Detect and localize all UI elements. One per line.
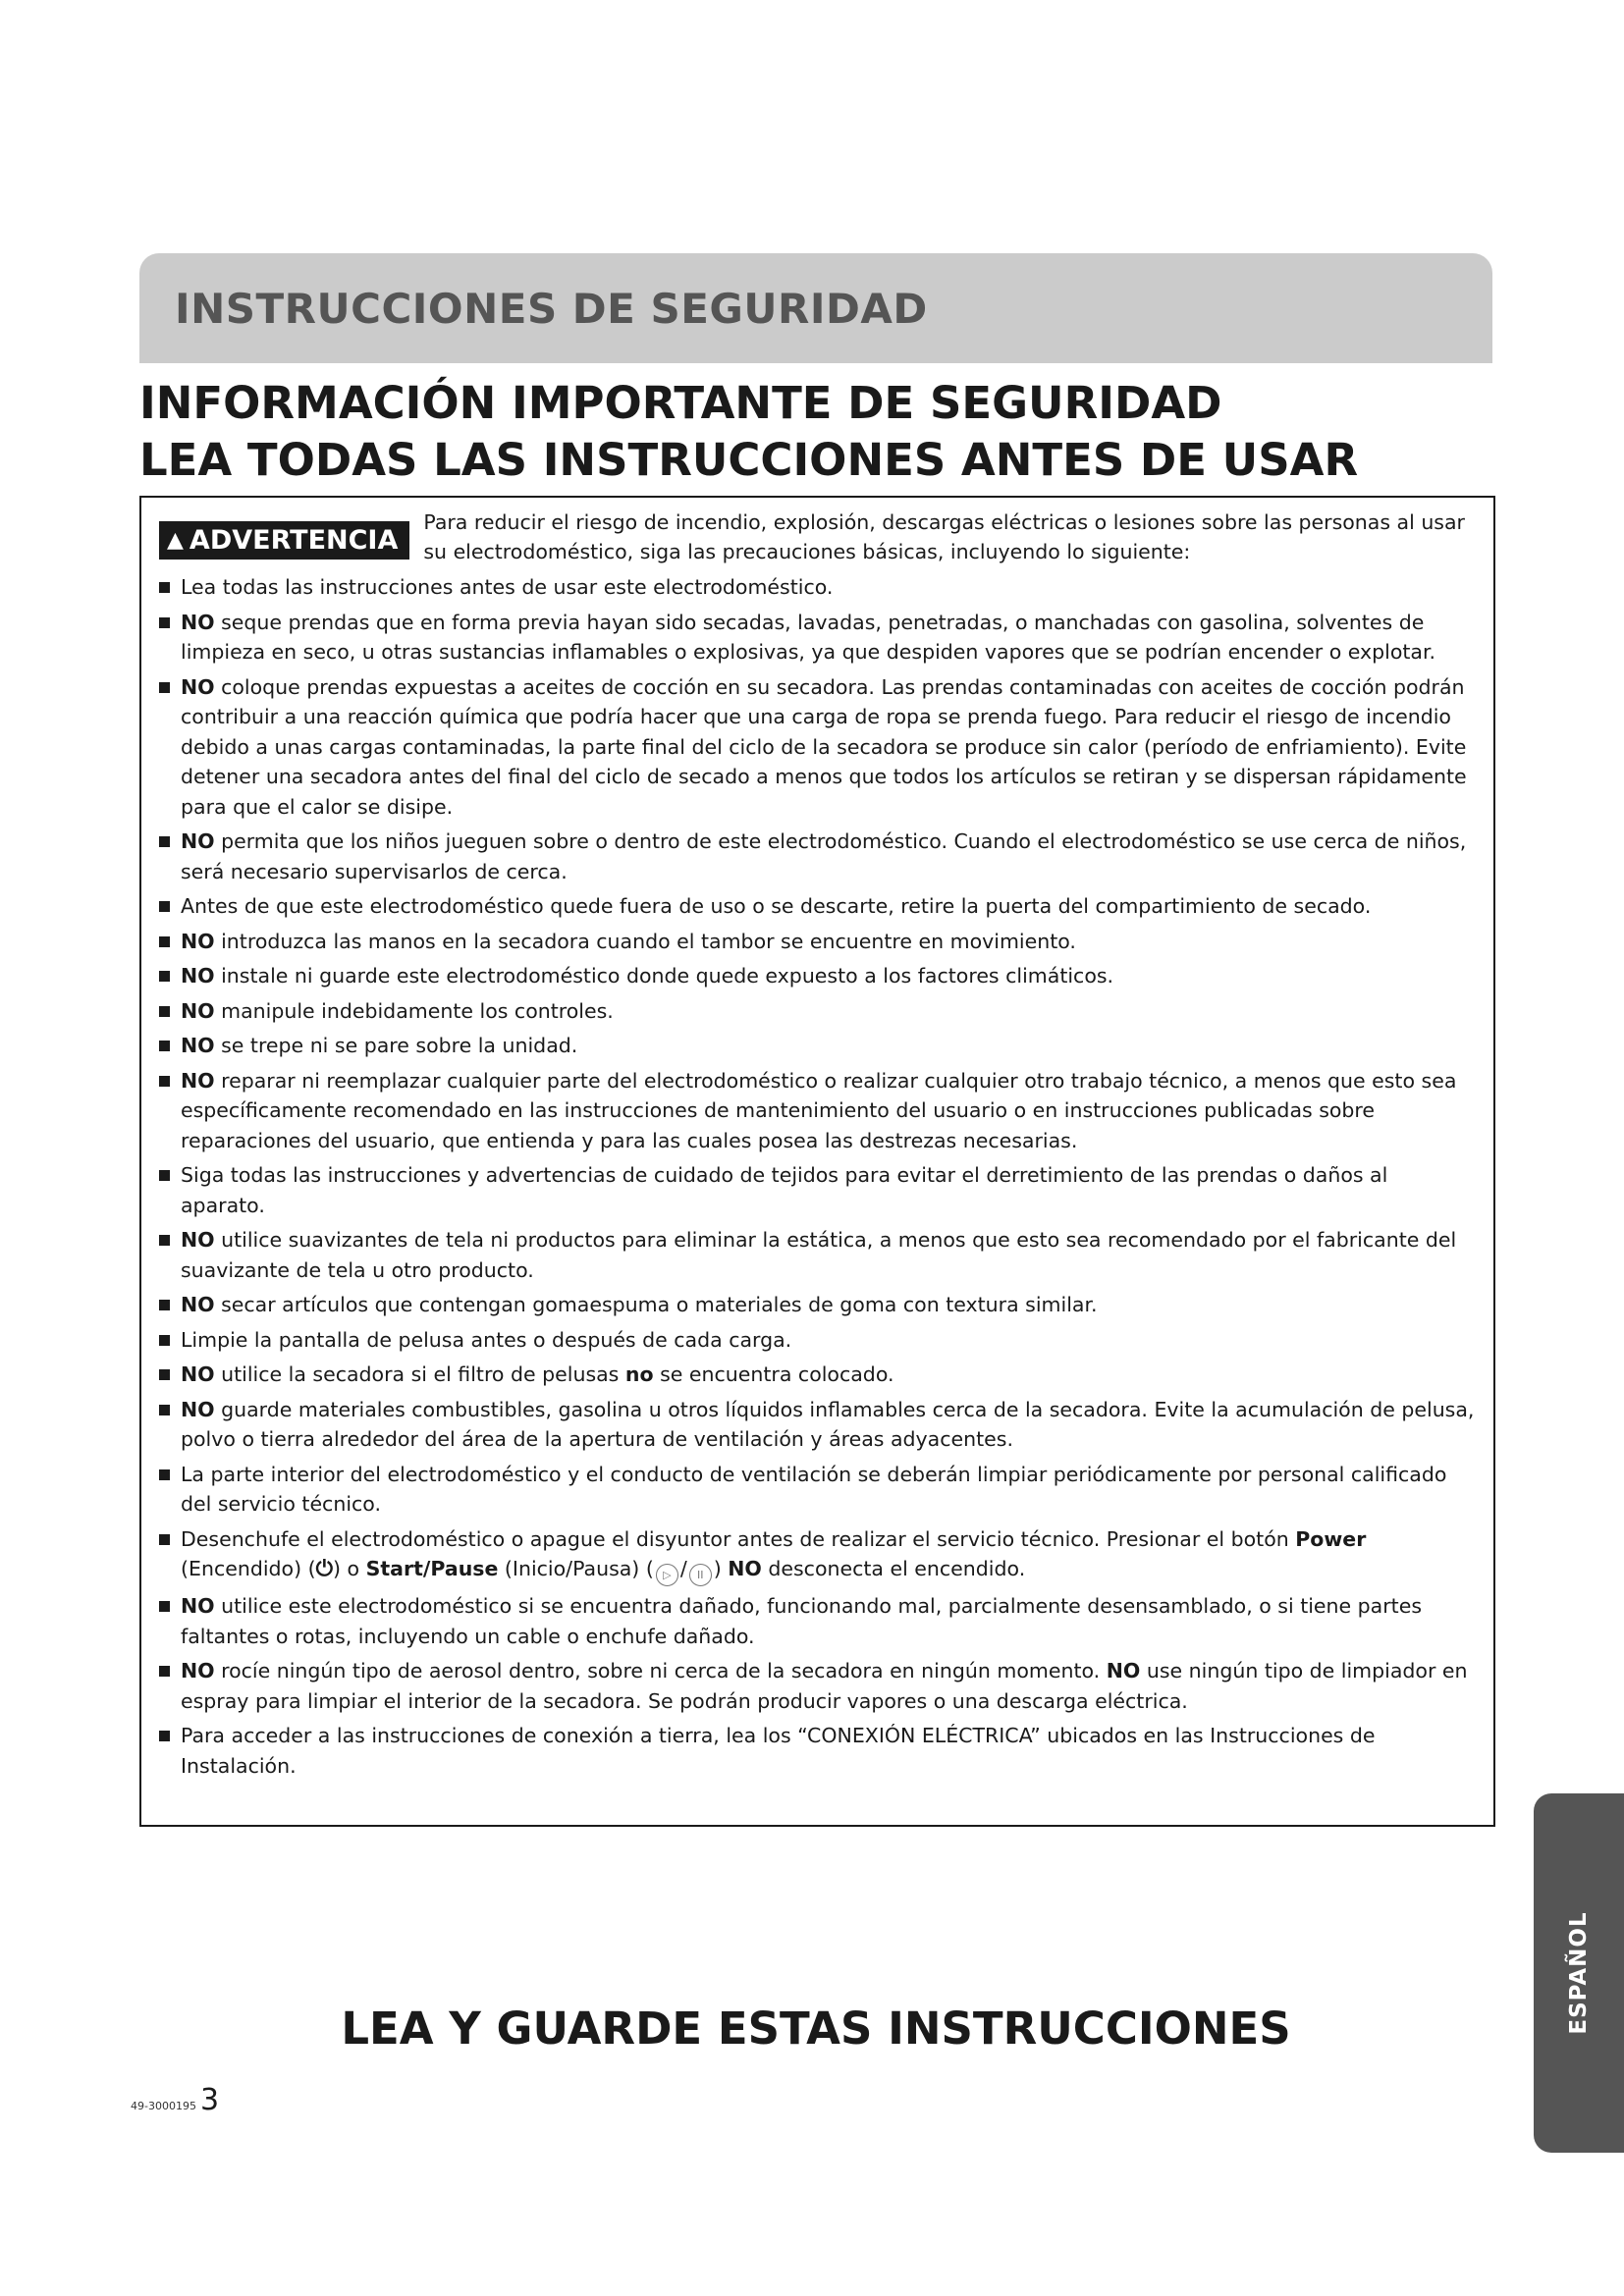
bullet-square-icon bbox=[159, 582, 170, 593]
section-header-bar bbox=[139, 253, 1492, 363]
bullet-square-icon bbox=[159, 936, 170, 947]
power-icon: ⏻ bbox=[315, 1557, 334, 1581]
bullet-square-icon bbox=[159, 1335, 170, 1346]
footer-title: LEA Y GUARDE ESTAS INSTRUCCIONES bbox=[341, 2002, 1291, 2055]
bullet-square-icon bbox=[159, 1405, 170, 1415]
page-title bbox=[139, 375, 1492, 489]
warning-label: ADVERTENCIA bbox=[189, 525, 399, 556]
bullet-square-icon bbox=[159, 1041, 170, 1051]
bullet-square-icon bbox=[159, 1235, 170, 1246]
list-item: NO rocíe ningún tipo de aerosol dentro, sobre ni cerca de la secadora en ningún momento. NO use ningún tipo de limpiador en espray para limpiar el interior de la secadora. Se podrán producir vapores o una descarga eléctrica. bbox=[159, 1656, 1478, 1716]
bullet-square-icon bbox=[159, 1534, 170, 1545]
list-item: NO introduzca las manos en la secadora cuando el tambor se encuentre en movimiento. bbox=[159, 927, 1478, 957]
list-item: Para acceder a las instrucciones de conexión a tierra, lea los “CONEXIÓN ELÉCTRICA” ubicados en las Instrucciones de Instalación. bbox=[159, 1721, 1478, 1781]
list-item: Antes de que este electrodoméstico quede fuera de uso o se descarte, retire la puerta del compartimiento de secado. bbox=[159, 891, 1478, 922]
bullet-square-icon bbox=[159, 1469, 170, 1480]
play-icon: ▷ bbox=[656, 1564, 678, 1586]
warning-triangle-icon: ▲ bbox=[167, 528, 184, 553]
language-side-tab bbox=[1534, 1793, 1624, 2153]
safety-list bbox=[159, 572, 1478, 1781]
warning-badge bbox=[159, 521, 409, 560]
list-item: NO coloque prendas expuestas a aceites de cocción en su secadora. Las prendas contaminadas con aceites de cocción podrán contribuir a una reacción química que podría hacer que una carga de ropa se prenda fuego. Para reducir el riesgo de incendio debido a unas cargas contaminadas, la parte final del ciclo de la secadora se produce sin calor (período de enfriamiento). Evite detener una secadora antes del final del ciclo de secado a menos que todos los artículos se retiran y se dispersan rápidamente para que el calor se disipe. bbox=[159, 672, 1478, 823]
bullet-square-icon bbox=[159, 1076, 170, 1087]
page-number: 3 bbox=[199, 2083, 220, 2117]
section-title: INSTRUCCIONES DE SEGURIDAD bbox=[175, 284, 928, 333]
page-title-line-1: INFORMACIÓN IMPORTANTE DE SEGURIDAD bbox=[139, 377, 1222, 429]
list-item: NO utilice suavizantes de tela ni productos para eliminar la estática, a menos que esto sea recomendado por el fabricante del suavizante de tela u otro producto. bbox=[159, 1225, 1478, 1285]
list-item: NO secar artículos que contengan gomaespuma o materiales de goma con textura similar. bbox=[159, 1290, 1478, 1320]
bullet-square-icon bbox=[159, 1369, 170, 1380]
page-footer bbox=[131, 2083, 219, 2117]
bullet-square-icon bbox=[159, 682, 170, 693]
warning-header bbox=[159, 507, 1478, 566]
list-item: Desenchufe el electrodoméstico o apague el disyuntor antes de realizar el servicio técnico. Presionar el botón Power (Encendido) (⏻) o Start/Pause (Inicio/Pausa) ( ▷ / II ) NO desconecta el encendido. bbox=[159, 1524, 1478, 1587]
bullet-square-icon bbox=[159, 1300, 170, 1310]
bullet-square-icon bbox=[159, 901, 170, 912]
list-item: NO se trepe ni se pare sobre la unidad. bbox=[159, 1031, 1478, 1061]
list-item: La parte interior del electrodoméstico y el conducto de ventilación se deberán limpiar periódicamente por personal calificado del servicio técnico. bbox=[159, 1460, 1478, 1520]
bullet-square-icon bbox=[159, 1731, 170, 1741]
list-item: NO utilice este electrodoméstico si se encuentra dañado, funcionando mal, parcialmente desensamblado, o si tiene partes faltantes o rotas, incluyendo un cable o enchufe dañado. bbox=[159, 1591, 1478, 1651]
list-item: Lea todas las instrucciones antes de usar este electrodoméstico. bbox=[159, 572, 1478, 603]
list-item: NO instale ni guarde este electrodoméstico donde quede expuesto a los factores climáticos. bbox=[159, 961, 1478, 991]
list-item: NO utilice la secadora si el filtro de pelusas no se encuentra colocado. bbox=[159, 1360, 1478, 1390]
bullet-square-icon bbox=[159, 617, 170, 628]
list-item: NO guarde materiales combustibles, gasolina u otros líquidos inflamables cerca de la secadora. Evite la acumulación de pelusa, polvo o tierra alrededor del área de la apertura de ventilación y áreas adyacentes. bbox=[159, 1395, 1478, 1455]
bullet-square-icon bbox=[159, 1601, 170, 1612]
bullet-square-icon bbox=[159, 1006, 170, 1017]
bullet-square-icon bbox=[159, 971, 170, 982]
language-label: ESPAÑOL bbox=[1566, 1911, 1592, 2035]
document-number: 49-3000195 bbox=[131, 2100, 196, 2112]
warning-intro: Para reducir el riesgo de incendio, explosión, descargas eléctricas o lesiones sobre las personas al usar su electrodoméstico, siga las precauciones básicas, incluyendo lo siguiente: bbox=[423, 510, 1465, 563]
list-item: NO manipule indebidamente los controles. bbox=[159, 996, 1478, 1027]
warning-box bbox=[139, 496, 1495, 1827]
list-item: Limpie la pantalla de pelusa antes o después de cada carga. bbox=[159, 1325, 1478, 1356]
bullet-square-icon bbox=[159, 1666, 170, 1677]
page-title-line-2: LEA TODAS LAS INSTRUCCIONES ANTES DE USAR bbox=[139, 434, 1359, 486]
list-item: NO permita que los niños jueguen sobre o dentro de este electrodoméstico. Cuando el electrodoméstico se use cerca de niños, será necesario supervisarlos de cerca. bbox=[159, 827, 1478, 886]
bullet-square-icon bbox=[159, 1170, 170, 1181]
bullet-square-icon bbox=[159, 836, 170, 847]
list-item: Siga todas las instrucciones y advertencias de cuidado de tejidos para evitar el derretimiento de las prendas o daños al aparato. bbox=[159, 1160, 1478, 1220]
list-item: NO reparar ni reemplazar cualquier parte del electrodoméstico o realizar cualquier otro trabajo técnico, a menos que esto sea específicamente recomendado en las instrucciones de mantenimiento del usuario o en instrucciones publicadas sobre reparaciones del usuario, que entienda y para las cuales posea las destrezas necesarias. bbox=[159, 1066, 1478, 1156]
pause-icon: II bbox=[689, 1564, 712, 1586]
list-item: NO seque prendas que en forma previa hayan sido secadas, lavadas, penetradas, o manchadas con gasolina, solventes de limpieza en seco, u otras sustancias inflamables o explosivas, ya que despiden vapores que se podrían encender o explotar. bbox=[159, 608, 1478, 667]
